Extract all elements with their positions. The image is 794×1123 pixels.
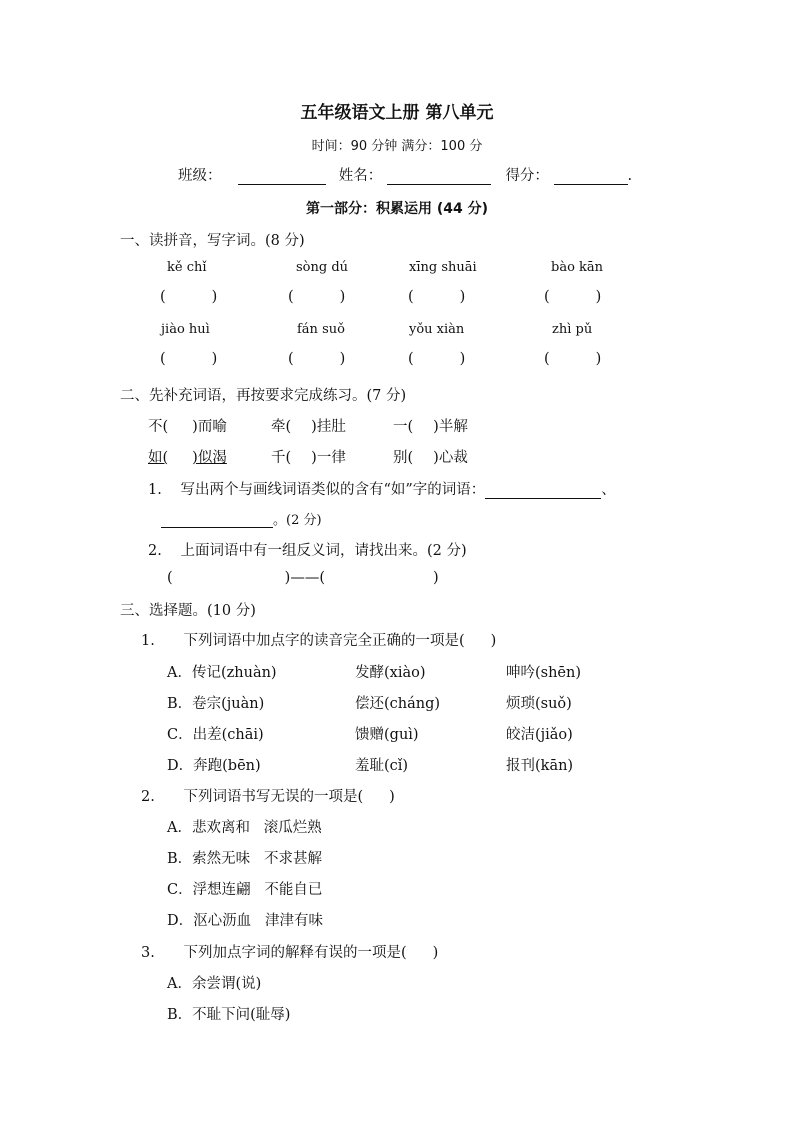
q3-1-opt-d-3: 报刊(kān) — [506, 758, 574, 774]
info-line — [178, 164, 632, 185]
q1-title: 一、读拼音，写字词。(8 分) — [120, 233, 305, 249]
pinyin-3: xīng shuāi — [409, 260, 477, 275]
pinyin-7: yǒu xiàn — [409, 322, 465, 337]
answer-box-4[interactable]: ( ) — [544, 289, 602, 305]
q3-2-opt-a[interactable]: A．悲欢离和 滚瓜烂熟 — [167, 820, 322, 836]
q2-sub2-text: 上面词语中有一组反义词，请找出来。(2 分) — [180, 543, 467, 559]
idiom-2: 牵( )挂肚 — [271, 419, 346, 435]
q3-1-opt-c-1[interactable]: C．出差(chāi) — [167, 727, 264, 743]
pinyin-2: sòng dú — [296, 260, 349, 275]
score-label: 得分： — [505, 168, 549, 184]
q3-item2-stem: 2. 下列词语书写无误的一项是( ) — [141, 789, 395, 805]
score-field[interactable] — [554, 170, 628, 185]
q3-1-opt-d-1[interactable]: D．奔跑(bēn) — [167, 758, 261, 774]
answer-box-7[interactable]: ( ) — [408, 351, 466, 367]
name-field[interactable] — [387, 170, 491, 185]
q3-1-opt-b-2: 偿还(cháng) — [355, 696, 441, 712]
idiom-4-underlined: 如( )似渴 — [148, 450, 227, 466]
q3-1-opt-a-2: 发酵(xiào) — [355, 665, 426, 681]
time-score-line: 时间：90 分钟 满分：100 分 — [311, 139, 483, 154]
q3-1-opt-a-1[interactable]: A．传记(zhuàn) — [167, 665, 277, 681]
q2-sub2 — [148, 539, 467, 560]
trail-dot: . — [627, 168, 633, 184]
part1-title: 第一部分：积累运用 (44 分) — [305, 201, 489, 217]
page-title: 五年级语文上册 第八单元 — [300, 103, 494, 123]
q3-title: 三、选择题。(10 分) — [120, 603, 256, 619]
q3-2-opt-c[interactable]: C．浮想连翩 不能自已 — [167, 882, 323, 898]
answer-box-5[interactable]: ( ) — [160, 351, 218, 367]
answer-box-2[interactable]: ( ) — [288, 289, 346, 305]
idiom-1: 不( )而喻 — [148, 419, 227, 435]
pinyin-4: bào kān — [551, 260, 604, 275]
idiom-3: 一( )半解 — [393, 419, 468, 435]
answer-box-8[interactable]: ( ) — [544, 351, 602, 367]
pinyin-5: jiào huì — [161, 322, 210, 337]
q3-item1-stem: 1. 下列词语中加点字的读音完全正确的一项是( ) — [141, 633, 497, 649]
q3-2-opt-b[interactable]: B．索然无味 不求甚解 — [167, 851, 322, 867]
q2-sub1-text: 写出两个与画线词语类似的含有“如”字的词语： — [180, 482, 486, 498]
pinyin-1: kě chǐ — [167, 260, 207, 275]
pinyin-8: zhì pǔ — [552, 322, 593, 337]
idiom-5: 千( )一律 — [271, 450, 346, 466]
q3-2-opt-d[interactable]: D．沤心沥血 津津有味 — [167, 913, 323, 929]
q3-3-opt-b[interactable]: B．不耻下问(耻辱) — [167, 1007, 291, 1023]
q3-1-opt-d-2: 羞耻(cǐ) — [355, 758, 409, 774]
q3-1-opt-b-1[interactable]: B．卷宗(juàn) — [167, 696, 265, 712]
q2-sub1-blank-2[interactable] — [161, 513, 273, 528]
q2-sub2-number: 2. — [148, 543, 162, 559]
q3-3-opt-a[interactable]: A．余尝谓(说) — [167, 976, 262, 992]
q3-1-opt-a-3: 呻吟(shēn) — [506, 665, 582, 681]
class-label: 班级： — [178, 168, 222, 184]
q2-sub2-answer[interactable]: ( )——( ) — [167, 570, 439, 586]
q2-title: 二、先补充词语，再按要求完成练习。(7 分) — [120, 388, 407, 404]
q2-sub1-cont: 。(2 分) — [161, 509, 322, 528]
pinyin-6: fán suǒ — [297, 322, 345, 337]
answer-box-1[interactable]: ( ) — [160, 289, 218, 305]
answer-box-6[interactable]: ( ) — [288, 351, 346, 367]
idiom-6: 别( )心裁 — [393, 450, 468, 466]
q2-sub1: 1. 写出两个与画线词语类似的含有“如”字的词语： 、 — [148, 482, 616, 498]
q3-1-opt-b-3: 烦琐(suǒ) — [506, 696, 572, 712]
name-label: 姓名： — [338, 168, 383, 184]
q3-1-opt-c-3: 皎洁(jiǎo) — [506, 727, 573, 743]
class-field[interactable] — [238, 170, 326, 185]
q2-sub1-number: 1. — [148, 482, 162, 498]
q3-item3-stem: 3. 下列加点字词的解释有误的一项是( ) — [141, 945, 439, 961]
q3-1-opt-c-2: 馈赠(guì) — [355, 727, 419, 743]
q2-sub1-blank-1[interactable] — [485, 484, 601, 499]
answer-box-3[interactable]: ( ) — [408, 289, 466, 305]
